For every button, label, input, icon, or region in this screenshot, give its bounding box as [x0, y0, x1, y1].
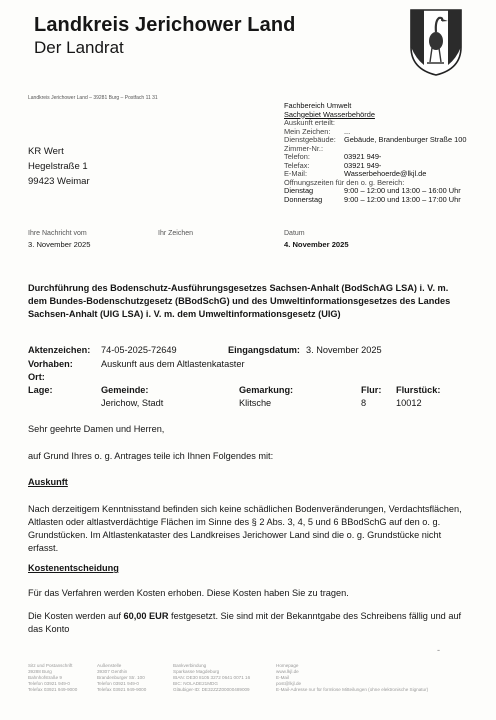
case-ref-label: Aktenzeichen: — [28, 345, 91, 355]
info-label: E-Mail: — [284, 169, 307, 178]
footer-column-branch — [97, 663, 146, 693]
footer-line: Telefon 03921 949-0 — [97, 681, 139, 687]
footer-line: E-Mail — [276, 675, 290, 681]
your-message-label: Ihre Nachricht vom — [28, 230, 87, 237]
opening-hours-label: Öffnungszeiten für den o. g. Bereich: — [284, 178, 405, 187]
footer-line: BIC: NOLADE21MDG — [173, 681, 218, 687]
footer-line: 39288 Burg — [28, 669, 52, 675]
recipient-address — [28, 144, 90, 189]
footer-line: Außenstelle — [97, 663, 122, 668]
position-label: Lage: — [28, 385, 53, 395]
section-heading-kosten: Kostenentscheidung — [28, 563, 119, 573]
footer-line: E-Mail-Adresse nur für formlose Mitteilungen (ohne elektronische Signatur) — [276, 687, 429, 693]
cadastral-district-value: Klitsche — [239, 398, 272, 408]
footer-line: Brandenburger Str. 100 — [97, 675, 145, 681]
cost-amount: 60,00 EUR — [123, 611, 169, 621]
field-value: 8 — [361, 398, 367, 408]
intro-sentence: auf Grund Ihres o. g. Antrages teile ich Ihnen Folgendes mit: — [28, 451, 274, 461]
fax-value: 03921 949- — [344, 161, 382, 170]
footer-line: Telefax 03921 949-9000 — [97, 687, 147, 693]
coat-of-arms-icon — [408, 7, 464, 77]
cost-text-post: festgesetzt. Sie sind mit der Bekanntgabe des Schreibens fällig und auf das Konto — [28, 611, 462, 634]
project-label: Vorhaben: — [28, 359, 73, 369]
footer-line: Gläubiger-ID: DE32ZZZ00000489009 — [173, 687, 250, 693]
hours-day: Dienstag — [284, 186, 314, 195]
footer-line: Bahnhofstraße 9 — [28, 675, 62, 681]
hours-day: Donnerstag — [284, 194, 323, 204]
municipality-value: Jerichow, Stadt — [101, 398, 164, 408]
phone-value: 03921 949- — [344, 153, 382, 161]
info-label: Dienstgebäude: — [284, 135, 336, 144]
footer-line: Telefon 03921 949-0 — [28, 681, 70, 687]
location-label: Ort: — [28, 372, 45, 382]
org-name: Landkreis Jerichower Land — [34, 14, 296, 36]
info-label: Telefon: — [284, 152, 310, 161]
date-label: Datum — [284, 230, 305, 237]
field-label: Flur: — [361, 385, 382, 395]
cadastral-district-label: Gemarkung: — [239, 385, 294, 395]
footer-link[interactable]: post@lkjl.de — [276, 681, 302, 687]
footer-line: Homepage — [276, 663, 299, 668]
recipient-line: 99423 Weimar — [28, 176, 90, 187]
info-value — [344, 119, 494, 128]
footer-column-bank — [173, 663, 250, 693]
info-value: Gebäude, Brandenburger Straße 100 — [344, 136, 467, 144]
footer-line: Sparkasse Magdeburg — [173, 669, 220, 675]
cost-amount-paragraph — [28, 610, 468, 636]
subject: Durchführung des Bodenschutz-Ausführungsgesetzes Sachsen-Anhalt (BodSchAG LSA) i. V. m. dem Bundes-Bodenschutzgesetz (BBodSchG) und des Umweltinformationsgesetzes des Landes Sachsen-Anhalt (UIG LSA) i. V. m. dem Umweltinformationsgesetz (UIG) — [28, 283, 451, 319]
footer-column-web — [276, 663, 428, 693]
auskunft-text: Nach derzeitigem Kenntnisstand befinden sich keine schädlichen Bodenveränderungen, Verdachtsflächen, Altlasten oder altlastverdächtige Flächen im Sinne des § 2 Abs. 3, 4, 5 und 6 BBodSchG auf den o. g. Grundstücken. Im Altlastenkataster des Landkreises Jerichower Land sind die o. g. Grundstücke nicht erfasst. — [28, 504, 462, 553]
info-label: Auskunft erteilt: — [284, 118, 335, 127]
your-reference-label: Ihr Zeichen — [158, 230, 194, 237]
hours-time: 9:00 – 12:00 und 13:00 – 16:00 Uhr — [344, 187, 461, 195]
info-label: Mein Zeichen: — [284, 126, 331, 136]
your-message-date: 3. November 2025 — [28, 240, 91, 249]
subdivision: Sachgebiet Wasserbehörde — [284, 110, 375, 119]
municipality-label: Gemeinde: — [101, 385, 149, 395]
info-label: Zimmer-Nr.: — [284, 143, 323, 153]
parcel-label: Flurstück: — [396, 385, 441, 395]
email-value: Wasserbehoerde@lkjl.de — [344, 170, 427, 178]
footer-line: 39307 Genthin — [97, 669, 128, 675]
info-label: Telefax: — [284, 160, 310, 170]
project-value: Auskunft aus dem Altlastenkataster — [101, 359, 245, 369]
contact-info-block — [284, 102, 494, 204]
receipt-date-value: 3. November 2025 — [306, 345, 382, 355]
greeting: Sehr geehrte Damen und Herren, — [28, 424, 165, 434]
footer-column-address — [28, 663, 77, 693]
footer-line: Sitz und Postanschrift — [28, 663, 73, 668]
info-value — [344, 145, 494, 154]
info-value: ... — [344, 127, 351, 136]
section-heading-auskunft: Auskunft — [28, 477, 68, 487]
footer-line: IBAN: DE30 8105 3272 0641 0071 16 — [173, 675, 251, 681]
page-continue-dash: - — [437, 645, 441, 655]
footer-line: Telefax 03921 949-9000 — [28, 687, 78, 693]
case-ref-value: 74-05-2025-72649 — [101, 345, 177, 355]
hours-time: 9:00 – 12:00 und 13:00 – 17:00 Uhr — [344, 195, 461, 204]
cost-text-pre: Die Kosten werden auf — [28, 611, 124, 621]
org-subtitle: Der Landrat — [34, 38, 124, 57]
cost-sentence: Für das Verfahren werden Kosten erhoben. Diese Kosten haben Sie zu tragen. — [28, 588, 349, 598]
receipt-date-label: Eingangsdatum: — [228, 345, 300, 355]
sender-return-line: Landkreis Jerichower Land – 39281 Burg – Postfach 11 31 — [28, 95, 158, 101]
letter-date: 4. November 2025 — [284, 240, 349, 249]
recipient-line: Hegelstraße 1 — [28, 161, 88, 172]
recipient-line: KR Wert — [28, 146, 64, 157]
department: Fachbereich Umwelt — [284, 102, 352, 110]
footer-link[interactable]: www.lkjl.de — [276, 669, 299, 675]
footer-line: Bankverbindung — [173, 663, 207, 668]
parcel-value: 10012 — [396, 398, 422, 408]
